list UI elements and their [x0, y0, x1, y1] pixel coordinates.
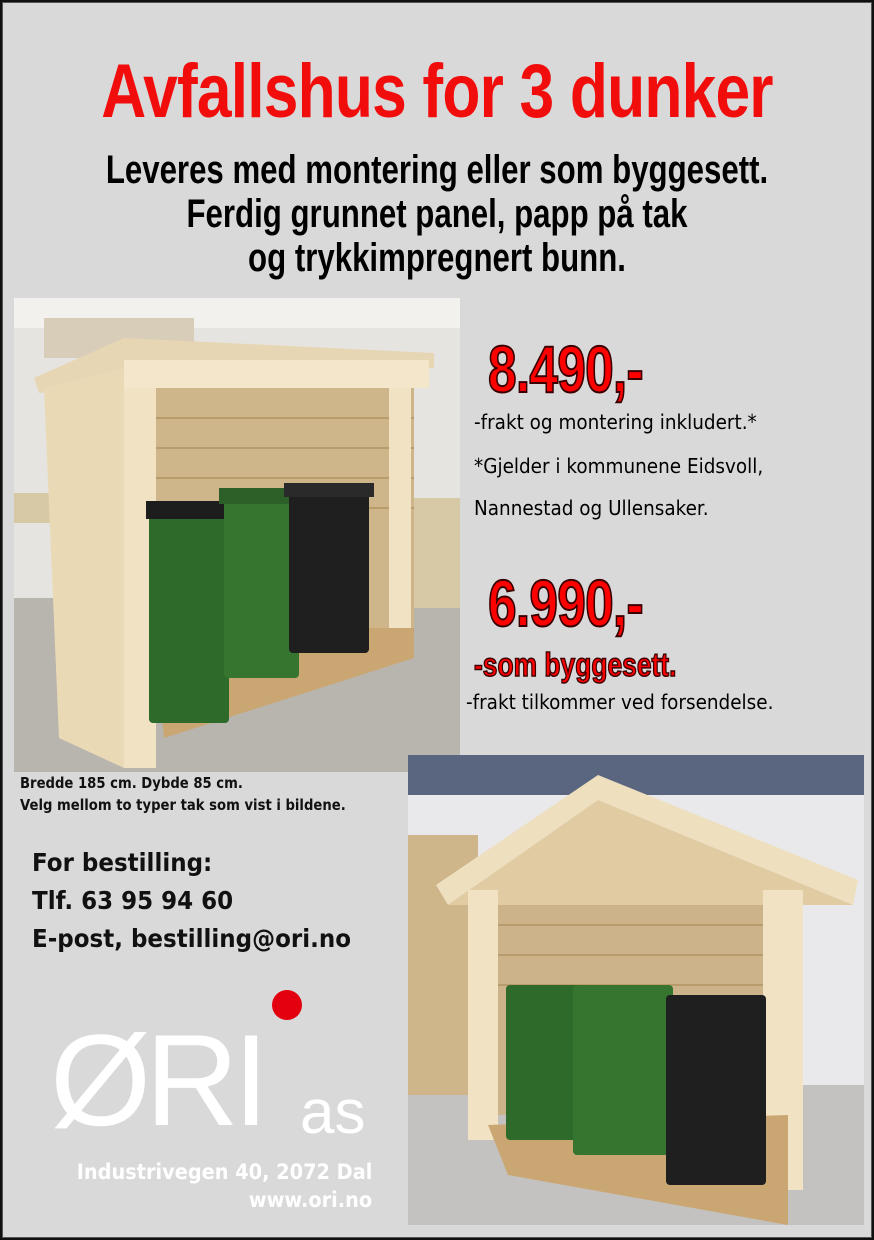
phone-number: Tlf. 63 95 94 60: [32, 886, 234, 915]
price-note: Nannestad og Ullensaker.: [474, 496, 709, 520]
logo-wordmark: ØRI: [50, 1007, 264, 1153]
product-photo-flat-roof: [14, 298, 460, 772]
headline: Avfallshus for 3 dunker: [101, 49, 773, 134]
dimensions-text: Bredde 185 cm. Dybde 85 cm.: [20, 774, 243, 792]
subtitle-line: Ferdig grunnet panel, papp på tak: [186, 192, 688, 236]
subtitle-line: Leveres med montering eller som byggesett.: [105, 148, 769, 192]
subtitle-line: og trykkimpregnert bunn.: [248, 236, 626, 280]
shipping-note: -frakt tilkommer ved forsendelse.: [466, 690, 774, 714]
company-address: Industrivegen 40, 2072 Dal: [76, 1160, 372, 1184]
website-link[interactable]: www.ori.no: [248, 1188, 372, 1212]
price-note: -frakt og montering inkludert.*: [474, 410, 757, 434]
price-note: *Gjelder i kommunene Eidsvoll,: [474, 454, 764, 478]
price-assembled: 8.490,-: [488, 332, 643, 406]
ori-logo: [50, 990, 380, 1153]
price-kit: 6.990,-: [488, 566, 643, 640]
product-photo-pitched-roof: [408, 755, 864, 1225]
email-address: E-post, bestilling@ori.no: [32, 924, 352, 953]
roof-options-text: Velg mellom to typer tak som vist i bildene.: [20, 796, 346, 814]
kit-label: -som byggesett.: [474, 646, 677, 683]
logo-suffix: as: [300, 1078, 366, 1147]
logo-dot: [272, 990, 302, 1020]
order-heading: For bestilling:: [32, 848, 213, 877]
